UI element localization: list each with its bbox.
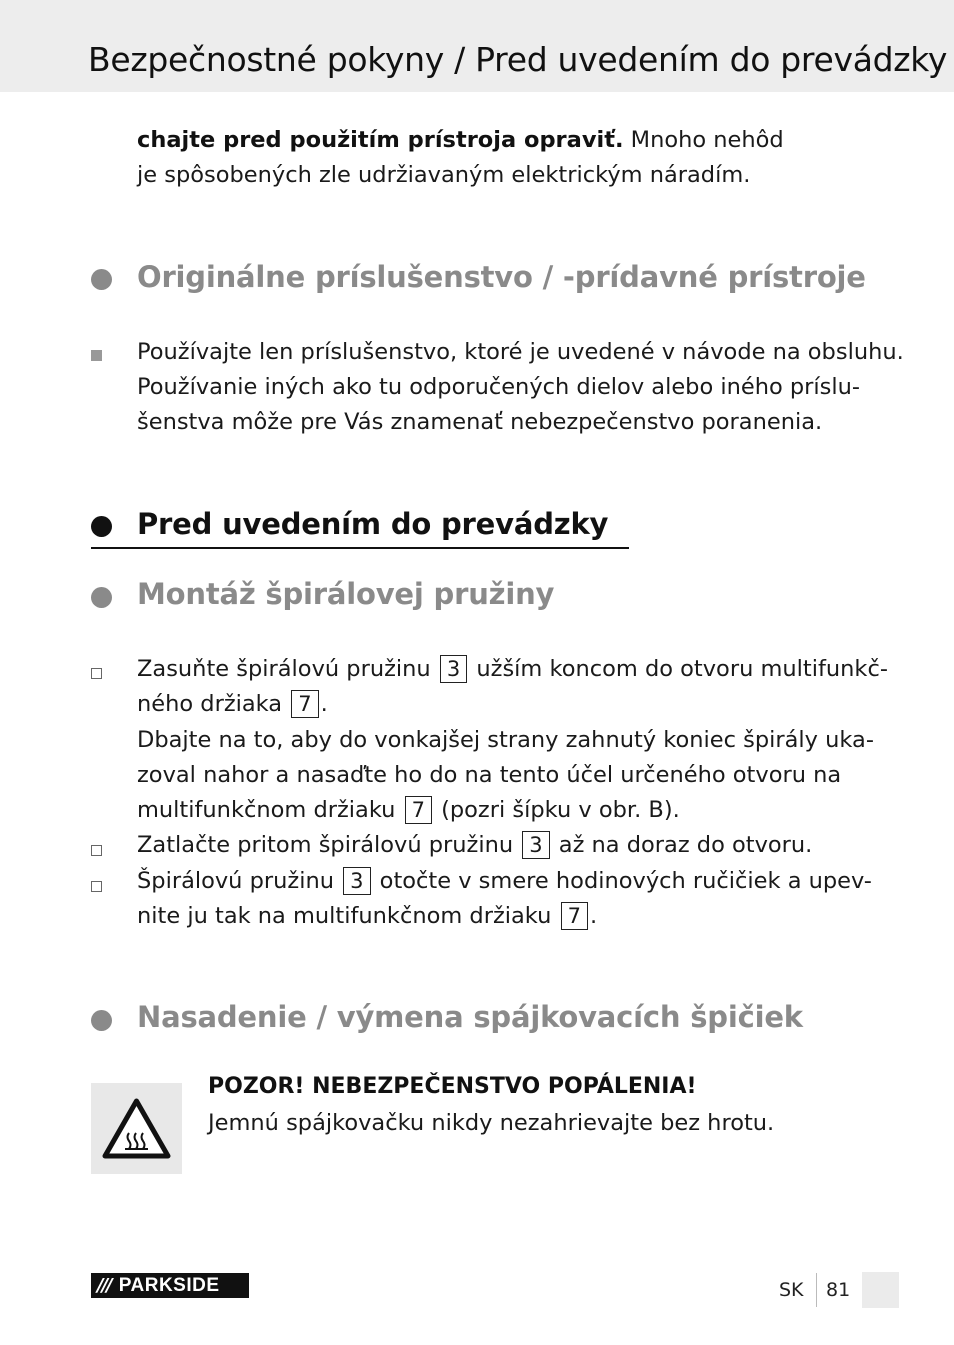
part-ref-7: 7 [405, 796, 432, 824]
step1-line-5 [137, 793, 680, 829]
step3-line-2 [137, 899, 597, 935]
step2-text: Zatlačte pritom špirálovú pružinu [137, 832, 514, 858]
intro-rest: Mnoho nehôd [623, 127, 784, 153]
step3-text: otočte v smere hodinových ručičiek a upev- [379, 868, 872, 894]
part-ref-7: 7 [561, 902, 588, 930]
intro-bold: chajte pred použitím prístroja opraviť. [137, 127, 624, 153]
warning-text: Jemnú spájkovačku nikdy nezahrievajte bez hrotu. [208, 1110, 775, 1136]
page-title: Bezpečnostné pokyny / Pred uvedením do prevádzky [88, 40, 948, 79]
heading-accessories: Originálne príslušenstvo / -prídavné prístroje [137, 260, 866, 294]
accessories-line-3: šenstva môže pre Vás znamenať nebezpečenstvo poranenia. [137, 409, 823, 435]
logo-text: PARKSIDE [118, 1274, 220, 1296]
step1-text: (pozri šípku v obr. B). [441, 797, 680, 823]
section-bullet [91, 269, 112, 290]
step-checkbox [91, 881, 102, 892]
accessories-line-2: Používanie iných ako tu odporučených dielov alebo iného príslu- [137, 374, 861, 400]
parkside-logo [91, 1273, 249, 1298]
step1-text: ného držiaka [137, 691, 283, 717]
footer-divider [816, 1273, 817, 1307]
accessories-line-1: Používajte len príslušenstvo, ktoré je uvedené v návode na obsluhu. [137, 339, 904, 365]
warning-title: POZOR! NEBEZPEČENSTVO POPÁLENIA! [208, 1074, 697, 1099]
step1-text: Zasuňte špirálovú pružinu [137, 656, 431, 682]
step1-line-1 [137, 652, 888, 688]
intro-line-1 [137, 123, 784, 159]
heading-startup: Pred uvedením do prevádzky [137, 507, 609, 541]
part-ref-3: 3 [343, 867, 370, 895]
step1-text: multifunkčnom držiaku [137, 797, 396, 823]
hot-surface-warning-icon [91, 1083, 182, 1174]
page-number: 81 [826, 1279, 851, 1301]
step1-text: užším koncom do otvoru multifunkč- [476, 656, 888, 682]
part-ref-7: 7 [291, 690, 318, 718]
step3-line-1 [137, 864, 872, 900]
part-ref-3: 3 [522, 831, 549, 859]
page-header [0, 0, 954, 92]
step1-line-4: zoval nahor a nasaďte ho do na tento účel určeného otvoru na [137, 762, 842, 788]
section-bullet [91, 1010, 112, 1031]
section-bullet [91, 587, 112, 608]
heading-underline [91, 547, 629, 549]
step2-line [137, 828, 812, 864]
language-code: SK [779, 1279, 804, 1301]
list-bullet [91, 350, 102, 361]
heading-spring: Montáž špirálovej pružiny [137, 577, 555, 611]
step2-text: až na doraz do otvoru. [558, 832, 813, 858]
page-tab [862, 1272, 899, 1308]
warning-icon-box [91, 1083, 182, 1174]
step3-text: nite ju tak na multifunkčnom držiaku [137, 903, 552, 929]
intro-line-2: je spôsobených zle udržiavaným elektrickým náradím. [137, 162, 751, 188]
logo-slashes: /// [97, 1275, 111, 1296]
heading-tips: Nasadenie / výmena spájkovacích špičiek [137, 1000, 803, 1034]
step3-text: Špirálovú pružinu [137, 868, 334, 894]
step-checkbox [91, 668, 102, 679]
step3-text: . [589, 903, 598, 929]
step1-text: . [320, 691, 328, 717]
step-checkbox [91, 845, 102, 856]
step1-line-3: Dbajte na to, aby do vonkajšej strany zahnutý koniec špirály uka- [137, 727, 874, 753]
section-bullet [91, 516, 112, 537]
part-ref-3: 3 [440, 655, 467, 683]
step1-line-2 [137, 687, 328, 723]
